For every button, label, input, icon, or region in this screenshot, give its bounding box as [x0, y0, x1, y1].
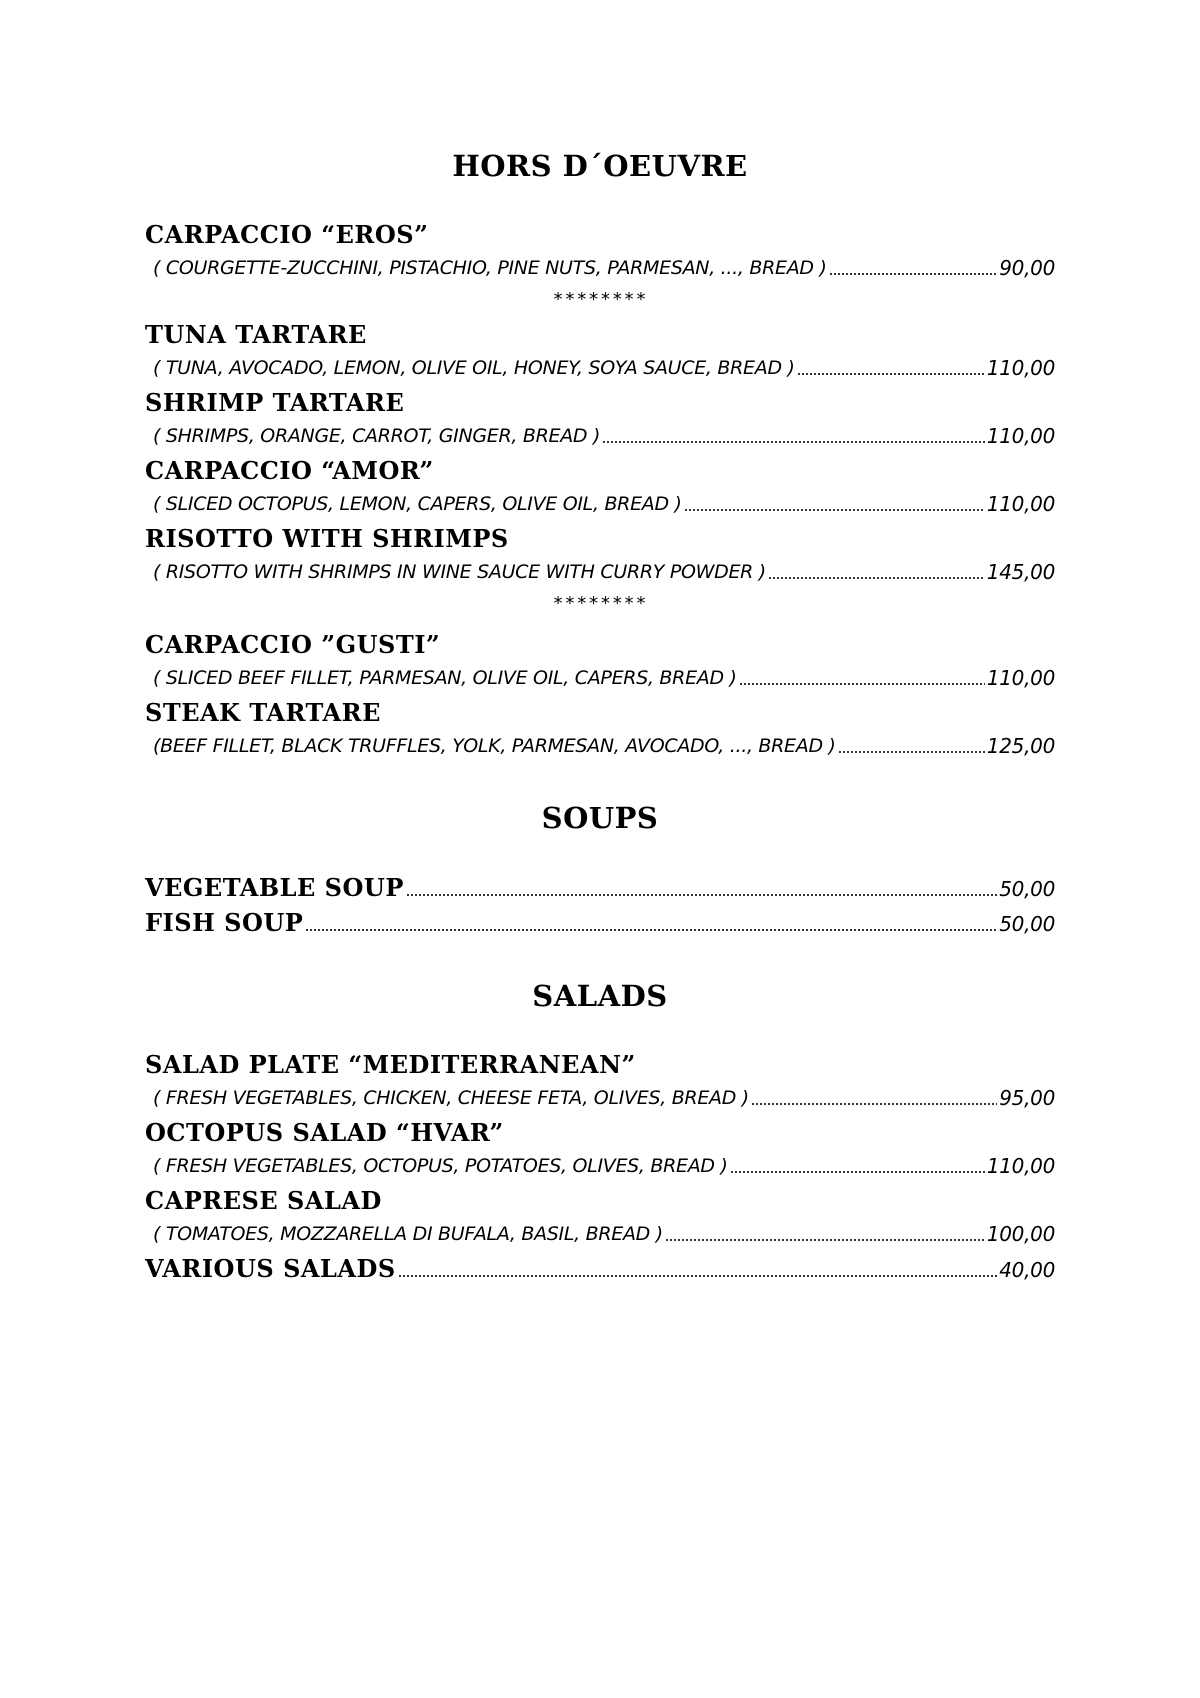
dot-leader — [398, 1270, 998, 1278]
dish-name: CARPACCIO “EROS” — [145, 220, 429, 249]
dish-name: CARPACCIO ”GUSTI” — [145, 630, 441, 659]
dish-price: 110,00 — [986, 356, 1055, 380]
dot-leader — [406, 889, 997, 897]
dot-leader — [751, 1098, 997, 1106]
dish-description: ( FRESH VEGETABLES, OCTOPUS, POTATOES, OLIVES, BREAD ) — [153, 1155, 728, 1177]
dish-name: STEAK TARTARE — [145, 698, 381, 727]
dish-line — [145, 486, 1055, 518]
dish-description: ( FRESH VEGETABLES, CHICKEN, CHEESE FETA, OLIVES, BREAD ) — [153, 1087, 749, 1109]
dish-price: 40,00 — [999, 1258, 1055, 1282]
dish-price: 110,00 — [986, 492, 1055, 516]
divider-stars: ******** — [552, 289, 648, 310]
dot-leader — [838, 746, 985, 754]
dish-line — [145, 1148, 1055, 1180]
dish-description: (BEEF FILLET, BLACK TRUFFLES, YOLK, PARMESAN, AVOCADO, ..., BREAD ) — [153, 735, 836, 757]
dish-name: VARIOUS SALADS — [145, 1254, 396, 1283]
dish-description: ( SLICED BEEF FILLET, PARMESAN, OLIVE OIL, CAPERS, BREAD ) — [153, 667, 737, 689]
dish-description: ( COURGETTE-ZUCCHINI, PISTACHIO, PINE NUTS, PARMESAN, ..., BREAD ) — [153, 257, 827, 279]
dish-line — [145, 1080, 1055, 1112]
dish-name: SALAD PLATE “MEDITERRANEAN” — [145, 1050, 636, 1079]
dish-description: ( RISOTTO WITH SHRIMPS IN WINE SAUCE WITH CURRY POWDER ) — [153, 561, 766, 583]
dish-price: 50,00 — [999, 912, 1055, 936]
dish-line — [145, 906, 1055, 938]
dish-line — [145, 871, 1055, 903]
dish-price: 100,00 — [986, 1222, 1055, 1246]
dot-leader — [665, 1234, 985, 1242]
dish-price: 110,00 — [986, 1154, 1055, 1178]
dish-name: CARPACCIO “AMOR” — [145, 456, 434, 485]
section-title-salads: SALADS — [532, 979, 668, 1013]
dot-leader — [739, 678, 985, 686]
dish-name: TUNA TARTARE — [145, 320, 367, 349]
dish-price: 50,00 — [999, 877, 1055, 901]
dot-leader — [829, 268, 998, 276]
dish-price: 145,00 — [986, 560, 1055, 584]
dish-name: FISH SOUP — [145, 908, 304, 937]
dish-name: OCTOPUS SALAD “HVAR” — [145, 1118, 504, 1147]
dish-line — [145, 350, 1055, 382]
dot-leader — [602, 436, 985, 444]
dish-description: ( TUNA, AVOCADO, LEMON, OLIVE OIL, HONEY, SOYA SAUCE, BREAD ) — [153, 357, 795, 379]
dish-line — [145, 1216, 1055, 1248]
dish-line — [145, 660, 1055, 692]
dish-description: ( TOMATOES, MOZZARELLA DI BUFALA, BASIL, BREAD ) — [153, 1223, 663, 1245]
dish-name: SHRIMP TARTARE — [145, 388, 405, 417]
dish-price: 125,00 — [986, 734, 1055, 758]
section-title-soups: SOUPS — [541, 801, 659, 835]
dot-leader — [797, 368, 985, 376]
dish-price: 110,00 — [986, 666, 1055, 690]
dish-line — [145, 250, 1055, 282]
divider-stars: ******** — [552, 593, 648, 614]
dot-leader — [730, 1166, 985, 1174]
dish-name: VEGETABLE SOUP — [145, 873, 404, 902]
dot-leader — [768, 572, 985, 580]
dish-name: RISOTTO WITH SHRIMPS — [145, 524, 509, 553]
dish-name: CAPRESE SALAD — [145, 1186, 382, 1215]
dish-line — [145, 1252, 1055, 1284]
dish-description: ( SLICED OCTOPUS, LEMON, CAPERS, OLIVE OIL, BREAD ) — [153, 493, 682, 515]
section-title-hors-doeuvre: HORS D´OEUVRE — [452, 149, 748, 183]
dish-price: 110,00 — [986, 424, 1055, 448]
dot-leader — [684, 504, 985, 512]
dish-line — [145, 728, 1055, 760]
dish-description: ( SHRIMPS, ORANGE, CARROT, GINGER, BREAD ) — [153, 425, 601, 447]
dot-leader — [305, 924, 997, 932]
dish-price: 90,00 — [999, 256, 1055, 280]
dish-price: 95,00 — [999, 1086, 1055, 1110]
dish-line — [145, 554, 1055, 586]
dish-line — [145, 418, 1055, 450]
